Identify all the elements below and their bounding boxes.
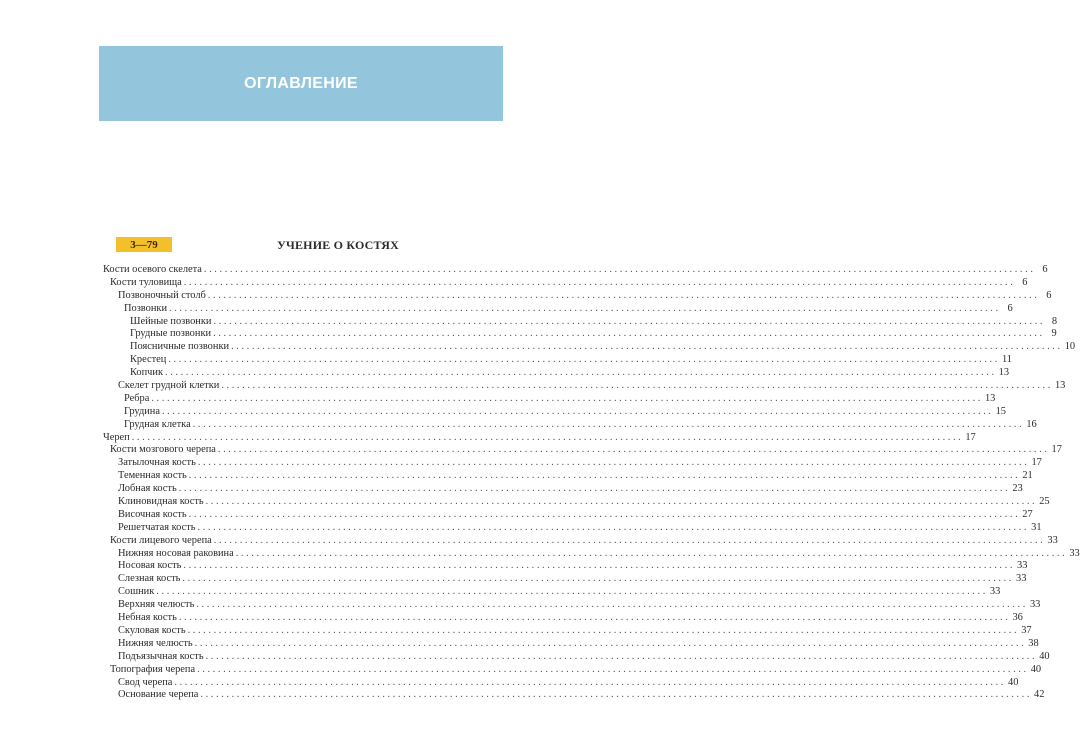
toc-entry [103, 470, 1033, 483]
toc-entry [103, 276, 1028, 290]
toc-entry [103, 547, 1080, 561]
toc-entry-page: 17 [1051, 444, 1062, 456]
toc-entry-label: Грудная клетка [124, 418, 191, 430]
toc-entry-page: 11 [1001, 354, 1012, 366]
toc-leader-dots: ................................................................................................................................................................ [203, 264, 1036, 275]
toc-entry-page: 6 [1007, 302, 1013, 314]
toc-entry-label: Височная кость [118, 508, 187, 520]
toc-leader-dots: ................................................................................................................................................................ [213, 534, 1046, 546]
toc-entry-label: Ребра [124, 392, 150, 404]
toc-leader-dots: ................................................................................................................................................................ [178, 612, 1011, 624]
toc-entry-label: Слезная кость [118, 573, 181, 585]
toc-entry-page: 17 [965, 431, 976, 443]
toc-leader-dots: ................................................................................................................................................................ [156, 586, 988, 598]
toc-entry-label: Кости туловища [110, 276, 182, 288]
toc-leader-dots: ................................................................................................................................................................ [196, 599, 1028, 611]
toc-entry-page: 8 [1051, 315, 1058, 327]
page-range-badge: 3—79 [116, 237, 172, 252]
toc-entry [103, 650, 1050, 664]
toc-entry [103, 689, 1045, 702]
toc-entry-label: Топография черепа [110, 663, 196, 675]
toc-leader-dots: ................................................................................................................................................................ [131, 431, 964, 443]
toc-entry-page: 37 [1021, 624, 1032, 636]
toc-leader-dots: ................................................................................................................................................................ [187, 624, 1020, 636]
toc-entry [103, 315, 1058, 329]
toc-entry-label: Подъязычная кость [118, 650, 204, 662]
toc-entry-page: 6 [1046, 289, 1052, 301]
toc-entry [103, 483, 1023, 496]
toc-entry-label: Затылочная кость [118, 457, 196, 469]
toc-entry-page: 17 [1031, 457, 1042, 469]
toc-leader-dots: ................................................................................................................................................................ [205, 496, 1038, 508]
toc-entry-label: Грудина [124, 405, 160, 417]
toc-entry-label: Кости осевого скелета [103, 264, 202, 275]
toc-entry-page: 42 [1034, 689, 1045, 701]
toc-entry [103, 302, 1013, 316]
toc-leader-dots: ................................................................................................................................................................ [194, 637, 1027, 649]
toc-leader-dots: ................................................................................................................................................................ [205, 650, 1038, 662]
toc-entry-page: 33 [1016, 573, 1027, 585]
section-header [103, 236, 515, 254]
toc-entry-label: Шейные позвонки [130, 315, 212, 327]
toc-entry [103, 534, 1058, 548]
toc-entry [103, 508, 1033, 522]
toc-entry-label: Лобная кость [118, 483, 177, 495]
toc-entry [103, 354, 1012, 367]
toc-entry [103, 599, 1041, 612]
toc-entry-page: 13 [1054, 380, 1066, 392]
toc-leader-dots: ................................................................................................................................................................ [213, 328, 1045, 340]
toc-entry-page: 33 [1069, 547, 1080, 559]
toc-leader-dots: ................................................................................................................................................................ [213, 315, 1046, 327]
toc-entry-page: 33 [1017, 560, 1028, 572]
toc-leader-dots: ................................................................................................................................................................ [197, 457, 1030, 469]
toc-entry-label: Скуловая кость [118, 624, 186, 636]
toc-leader-dots: ................................................................................................................................................................ [207, 289, 1040, 301]
toc-entry-page: 38 [1028, 637, 1039, 649]
toc-entry-label: Кости лицевого черепа [110, 534, 212, 546]
toc-entry-label: Грудные позвонки [130, 328, 212, 340]
toc-entry-label: Нижняя челюсть [118, 637, 193, 649]
toc-entry-label: Небная кость [118, 612, 177, 624]
toc-entry [103, 405, 1006, 419]
toc-entry-label: Позвоночный столб [118, 289, 206, 301]
toc-entry-page: 13 [998, 367, 1010, 379]
toc-entry-label: Кости мозгового черепа [110, 444, 216, 456]
toc-entry-page: 36 [1012, 612, 1023, 624]
toc-entry-label: Основание черепа [118, 689, 199, 701]
toc-entry-page: 33 [989, 586, 1001, 598]
toc-entry-label: Позвонки [124, 302, 168, 314]
toc-leader-dots: ................................................................................................................................................................ [182, 573, 1014, 585]
toc-entry [103, 444, 1062, 457]
toc-entry-label: Крестец [130, 354, 167, 366]
toc-entry [103, 328, 1057, 341]
toc-leader-dots: ................................................................................................................................................................ [192, 418, 1025, 430]
toc-leader-dots: ................................................................................................................................................................ [197, 663, 1029, 675]
toc-entry-page: 23 [1012, 483, 1023, 495]
section-title: УЧЕНИЕ О КОСТЯХ [276, 238, 400, 252]
toc-entry-page: 21 [1022, 470, 1033, 482]
toc-entry-label: Носовая кость [118, 560, 182, 572]
toc-leader-dots: ................................................................................................................................................................ [174, 676, 1006, 688]
toc-entry-label: Поясничные позвонки [130, 341, 230, 353]
toc-entry-page: 31 [1031, 521, 1042, 533]
toc-entry [103, 586, 1001, 599]
toc-leader-dots: ................................................................................................................................................................ [183, 560, 1016, 572]
toc-entry [103, 341, 1076, 354]
toc-leader-dots: ................................................................................................................................................................ [221, 380, 1053, 392]
toc-entry [103, 367, 1010, 380]
toc-leader-dots: ................................................................................................................................................................ [161, 405, 994, 417]
toc-entry-label: Нижняя носовая раковина [118, 547, 234, 559]
toc-entry [103, 392, 996, 406]
toc-leader-dots: ................................................................................................................................................................ [183, 276, 1016, 288]
toc-entry-label: Теменная кость [118, 470, 187, 482]
toc-entry-page: 33 [1029, 599, 1041, 611]
toc-entry-page: 40 [1039, 650, 1050, 662]
toc-entry-page: 33 [1047, 534, 1058, 546]
toc-entry-label: Клиновидная кость [118, 496, 204, 508]
toc-entry [103, 496, 1050, 509]
toc-entry-label: Свод черепа [118, 676, 173, 688]
toc-entry [103, 637, 1039, 651]
toc-entry [103, 418, 1037, 432]
toc-leader-dots: ................................................................................................................................................................ [197, 521, 1030, 533]
toc-entry [103, 663, 1042, 677]
header-banner [99, 46, 503, 121]
toc-entry [103, 289, 1052, 303]
toc-leader-dots: ................................................................................................................................................................ [235, 547, 1068, 559]
toc-entry-page: 40 [1030, 663, 1042, 675]
toc-entry-label: Копчик [130, 367, 164, 379]
toc-entry-page: 10 [1064, 341, 1076, 353]
toc-entry [103, 264, 1048, 277]
toc-leader-dots: ................................................................................................................................................................ [188, 508, 1021, 520]
toc-entry [103, 457, 1042, 470]
table-of-contents [103, 264, 1080, 702]
toc-entry-page: 15 [995, 405, 1006, 417]
toc-entry [103, 573, 1027, 586]
toc-entry-label: Решетчатая кость [118, 521, 196, 533]
toc-entry [103, 612, 1023, 625]
toc-entry-page: 13 [984, 392, 996, 404]
toc-leader-dots: ................................................................................................................................................................ [168, 354, 1000, 366]
toc-entry [103, 431, 976, 445]
toc-leader-dots: ................................................................................................................................................................ [200, 689, 1033, 701]
toc-leader-dots: ................................................................................................................................................................ [231, 341, 1063, 353]
toc-entry-page: 27 [1022, 508, 1033, 520]
toc-entry-label: Череп [103, 431, 130, 443]
toc-leader-dots: ................................................................................................................................................................ [217, 444, 1050, 456]
toc-entry-page: 40 [1008, 676, 1019, 688]
toc-entry [103, 624, 1032, 638]
toc-leader-dots: ................................................................................................................................................................ [165, 367, 997, 379]
toc-entry [103, 560, 1028, 573]
toc-leader-dots: ................................................................................................................................................................ [151, 392, 983, 404]
toc-entry-page: 6 [1022, 276, 1028, 288]
toc-entry [103, 676, 1019, 690]
toc-leader-dots: ................................................................................................................................................................ [169, 302, 1001, 314]
toc-leader-dots: ................................................................................................................................................................ [188, 470, 1021, 482]
toc-entry-page: 6 [1042, 264, 1048, 275]
toc-entry-label: Сошник [118, 586, 155, 598]
toc-leader-dots: ................................................................................................................................................................ [178, 483, 1011, 495]
toc-entry [103, 521, 1042, 535]
toc-entry-label: Верхняя челюсть [118, 599, 195, 611]
toc-entry-label: Скелет грудной клетки [118, 380, 220, 392]
toc-entry-page: 25 [1039, 496, 1050, 508]
toc-entry [103, 380, 1066, 393]
page-title: ОГЛАВЛЕНИЕ [244, 74, 358, 92]
toc-entry-page: 9 [1051, 328, 1057, 340]
toc-entry-page: 16 [1026, 418, 1037, 430]
